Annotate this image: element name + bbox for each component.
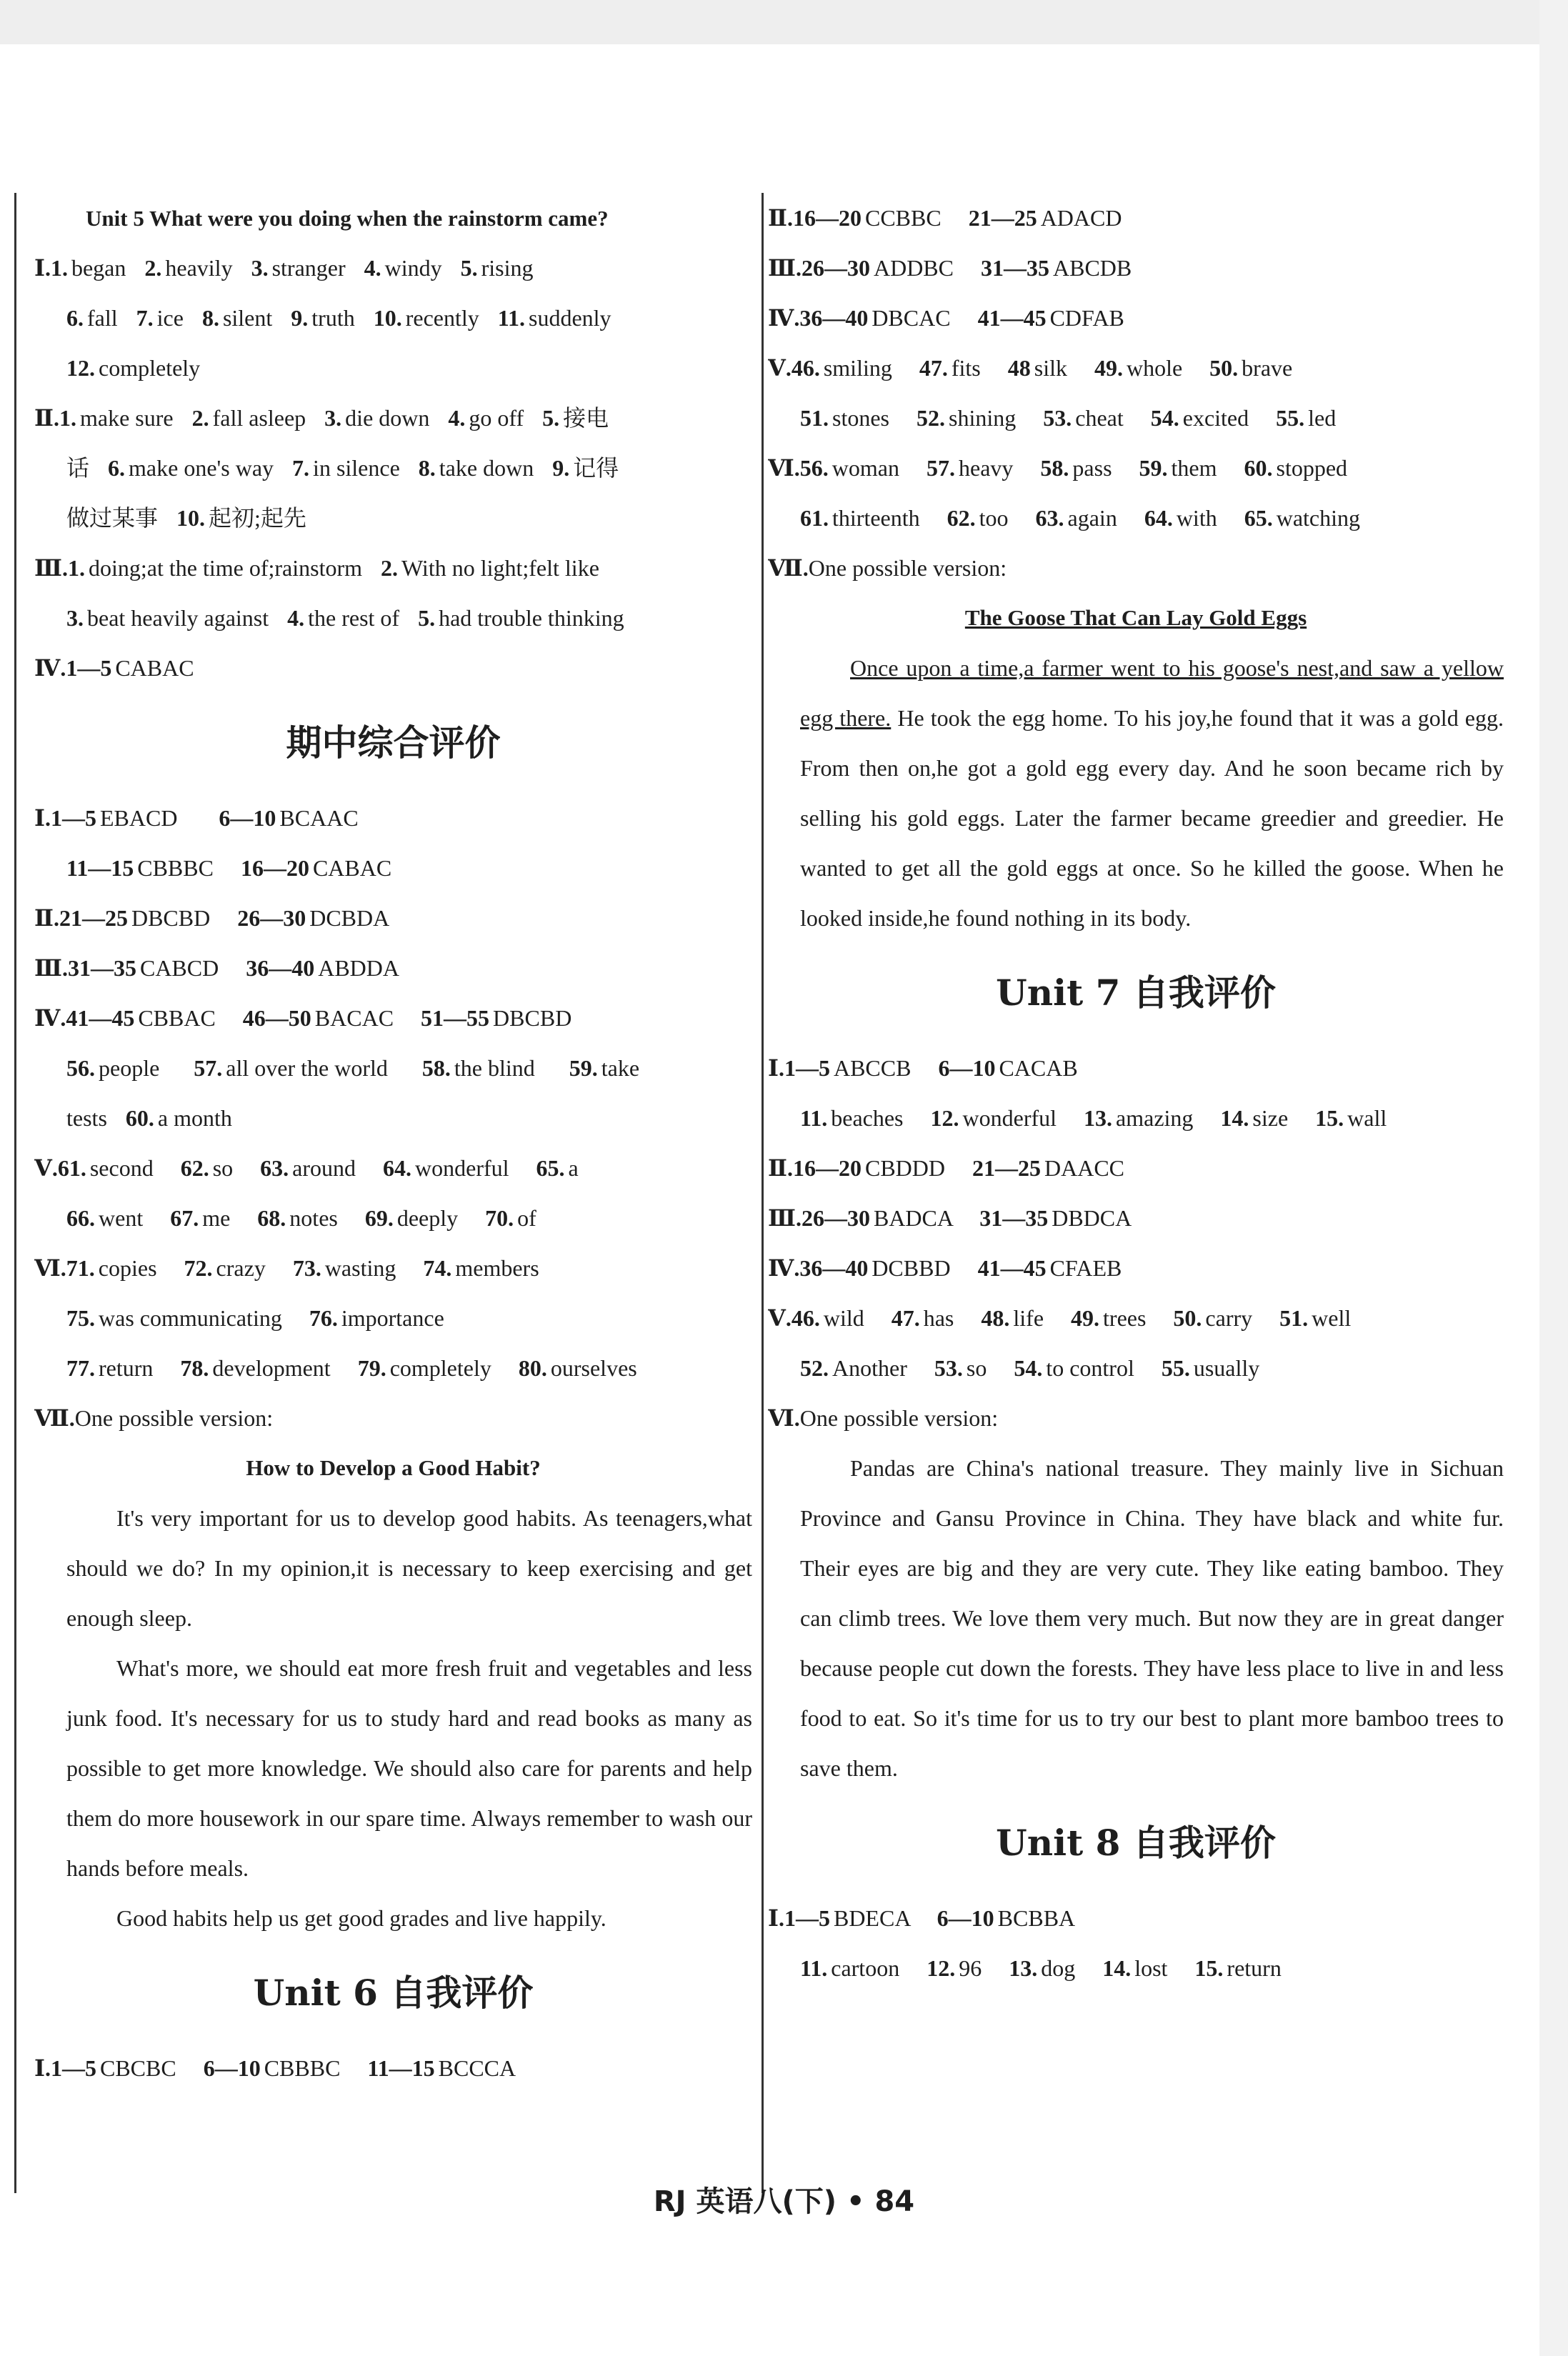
midterm-essay-paragraph-1: It's very important for us to develop good habits. As teenagers,what should we do? In my opinion,it is necessary to keep exercising and get enough sleep. — [66, 1505, 752, 1631]
unit6-section-5-line-1: Ⅴ.46. smiling 47. fits 48 silk 49. whole 50. brave — [768, 355, 1293, 381]
unit8-heading: Unit 8 自我评价 — [996, 1822, 1276, 1864]
unit7-section-6: Ⅵ.One possible version: — [768, 1405, 999, 1431]
unit5-title: Unit 5 What were you doing when the rainstorm came? — [86, 206, 609, 231]
column-divider — [761, 193, 764, 2193]
unit8-section-1-line-2: 11. cartoon 12. 96 13. dog 14. lost 15. return — [800, 1955, 1282, 1981]
scan-border-top — [0, 0, 1568, 44]
unit5-section-1-line-1: Ⅰ.1. began 2. heavily 3. stranger 4. windy 5. rising — [34, 255, 534, 281]
unit5-section-4: Ⅳ.1—5 CABAC — [34, 655, 194, 681]
unit7-section-3: Ⅲ.26—30 BADCA 31—35 DBDCA — [768, 1205, 1132, 1231]
midterm-essay-paragraph-2: What's more, we should eat more fresh fruit and vegetables and less junk food. It's necessary for us to study hard and read books as many as possible to get more knowledge. We should also care for parents and help them do more housework in our spare time. Always remember to wash our hands before meals. — [66, 1655, 752, 1881]
midterm-section-6-line-1: Ⅵ.71. copies 72. crazy 73. wasting 74. members — [34, 1255, 539, 1281]
left-margin-rule — [14, 193, 16, 2193]
midterm-section-5-line-1: Ⅴ.61. second 62. so 63. around 64. wonderful 65. a — [34, 1155, 579, 1181]
unit6-section-6-line-2: 61. thirteenth 62. too 63. again 64. with 65. watching — [800, 505, 1360, 531]
unit6-section-3: Ⅲ.26—30 ADDBC 31—35 ABCDB — [768, 255, 1132, 281]
unit6-essay-title: The Goose That Can Lay Gold Eggs — [964, 605, 1307, 630]
unit6-heading: Unit 6 自我评价 — [253, 1972, 534, 2014]
unit5-section-1-line-2: 6. fall 7. ice 8. silent 9. truth 10. recently 11. suddenly — [66, 305, 611, 331]
midterm-section-1-line-1: Ⅰ.1—5 EBACD 6—10 BCAAC — [34, 805, 359, 831]
unit6-section-2: Ⅱ.16—20 CCBBC 21—25 ADACD — [768, 205, 1122, 231]
unit7-section-4: Ⅳ.36—40 DCBBD 41—45 CFAEB — [768, 1255, 1122, 1281]
unit5-section-2-line-2: 话 6. make one's way 7. in silence 8. take down 9. 记得 — [66, 455, 619, 481]
unit7-heading: Unit 7 自我评价 — [996, 972, 1276, 1014]
unit7-section-1-line-2: 11. beaches 12. wonderful 13. amazing 14. size 15. wall — [800, 1105, 1387, 1131]
midterm-section-2: Ⅱ.21—25 DBCBD 26—30 DCBDA — [34, 905, 390, 931]
unit7-section-1-line-1: Ⅰ.1—5 ABCCB 6—10 CACAB — [768, 1055, 1078, 1081]
midterm-section-1-line-2: 11—15 CBBBC 16—20 CABAC — [66, 855, 392, 881]
unit5-section-3-line-1: Ⅲ.1. doing;at the time of;rainstorm 2. With no light;felt like — [34, 555, 599, 581]
scan-border-right — [1539, 0, 1568, 2356]
midterm-heading: 期中综合评价 — [286, 722, 501, 764]
unit6-section-4: Ⅳ.36—40 DBCAC 41—45 CDFAB — [768, 305, 1124, 331]
midterm-section-5-line-2: 66. went 67. me 68. notes 69. deeply 70. of — [66, 1205, 536, 1231]
left-column — [34, 193, 752, 2093]
midterm-section-4-line-3: tests 60. a month — [66, 1105, 232, 1131]
unit5-section-3-line-2: 3. beat heavily against 4. the rest of 5. had trouble thinking — [66, 605, 624, 631]
unit7-essay-paragraph: Pandas are China's national treasure. They mainly live in Sichuan Province and Gansu Province in China. They have black and white fur. Their eyes are big and they are very cute. They like eating bamboo. They can climb trees. We love them very much. But now they are in great danger because people cut down the forests. They have less place to live in and less food to eat. So it's time for us to try our best to plant more bamboo trees to save them. — [800, 1455, 1504, 1781]
unit7-section-2: Ⅱ.16—20 CBDDD 21—25 DAACC — [768, 1155, 1124, 1181]
unit6-essay-paragraph — [768, 643, 1504, 943]
midterm-essay-paragraph-3: Good habits help us get good grades and live happily. — [116, 1905, 606, 1931]
midterm-section-3: Ⅲ.31—35 CABCD 36—40 ABDDA — [34, 955, 399, 981]
midterm-essay-title: How to Develop a Good Habit? — [246, 1455, 541, 1480]
unit7-section-5-line-2: 52. Another 53. so 54. to control 55. usually — [800, 1355, 1260, 1381]
unit6-essay-underlined-sentence: Once upon a time,a farmer went to his goose's nest,and saw a yellow egg there. — [800, 655, 1504, 731]
unit5-section-2-line-3: 做过某事 10. 起初;起先 — [66, 505, 306, 531]
unit7-section-5-line-1: Ⅴ.46. wild 47. has 48. life 49. trees 50. carry 51. well — [768, 1305, 1352, 1331]
midterm-section-4-line-1: Ⅳ.41—45 CBBAC 46—50 BACAC 51—55 DBCBD — [34, 1005, 572, 1031]
midterm-section-7: Ⅶ.One possible version: — [34, 1405, 274, 1431]
unit6-section-6-line-1: Ⅵ.56. woman 57. heavy 58. pass 59. them 60. stopped — [768, 455, 1348, 481]
midterm-section-4-line-2: 56. people 57. all over the world 58. the blind 59. take — [66, 1055, 640, 1081]
unit8-section-1-line-1: Ⅰ.1—5 BDECA 6—10 BCBBA — [768, 1905, 1076, 1931]
unit6-section-1: Ⅰ.1—5 CBCBC 6—10 CBBBC 11—15 BCCCA — [34, 2055, 516, 2081]
right-column — [768, 193, 1504, 1993]
unit6-section-5-line-2: 51. stones 52. shining 53. cheat 54. excited 55. led — [800, 405, 1337, 431]
unit5-section-2-line-1: Ⅱ.1. make sure 2. fall asleep 3. die down 4. go off 5. 接电 — [34, 405, 609, 431]
unit6-essay-rest: He took the egg home. To his joy,he found that it was a gold egg. From then on,he got a gold egg every day. And he soon became rich by selling his gold eggs. Later the farmer became greedier and greedier. He wanted to get all the gold eggs at once. So he killed the goose. When he looked inside,he found nothing in its body. — [800, 705, 1504, 931]
midterm-section-6-line-3: 77. return 78. development 79. completely 80. ourselves — [66, 1355, 637, 1381]
unit5-section-1-line-3: 12. completely — [66, 355, 201, 381]
unit6-section-7: Ⅶ.One possible version: — [768, 555, 1007, 581]
midterm-section-6-line-2: 75. was communicating 76. importance — [66, 1305, 444, 1331]
page-footer: RJ 英语八(下) • 84 — [653, 2185, 915, 2218]
